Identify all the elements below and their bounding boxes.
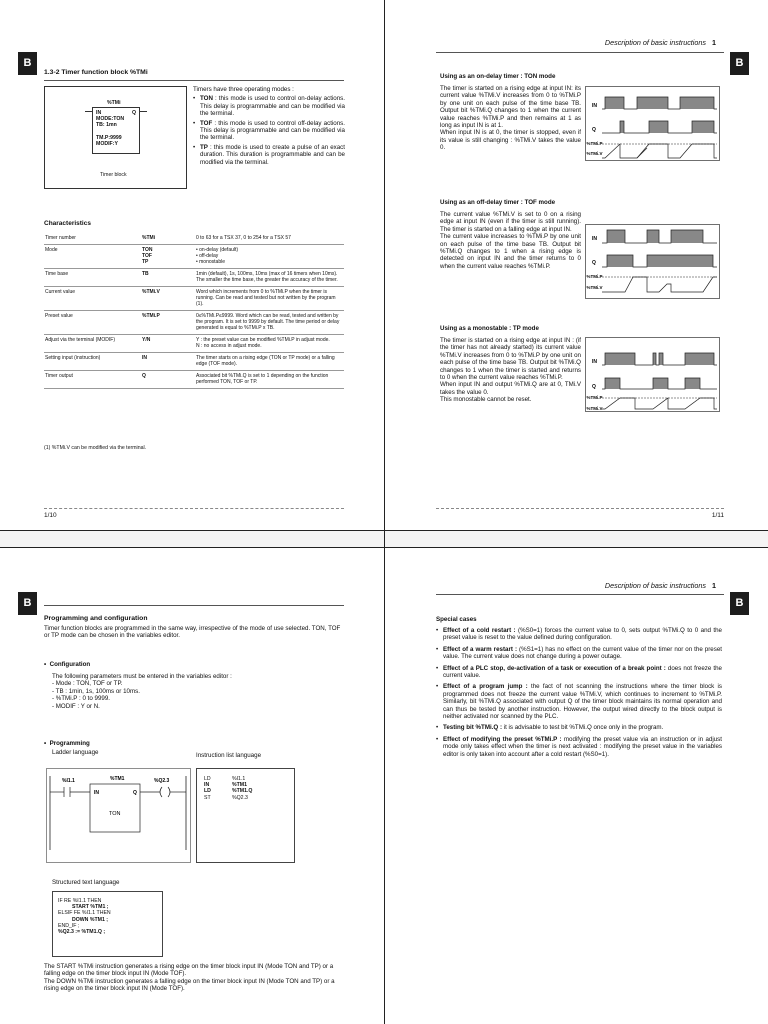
table-cell-label: Timer number	[44, 233, 141, 245]
table-cell-label: Adjust via the terminal (MODIF)	[44, 335, 141, 353]
chapter-tab: B	[18, 52, 37, 75]
table-cell-desc: 0≤%TMi.P≤9999. Word which can be read, tested and written by the program. It is set to 9999 by default. The time period or delay generated is equal to %TMi.P x TB.	[195, 311, 344, 335]
pin-in: IN	[96, 110, 102, 116]
table-cell-sym: Y/N	[141, 335, 195, 353]
special-case-item: • Effect of modifying the preset %TMi.P : modifying the preset value via an instruction or in adjust mode only takes effect when the timer is next activated : modifying the preset value in the variables editor is only taken into account after a cold restart (%S0=1).	[436, 736, 722, 758]
table-cell-sym: IN	[141, 353, 195, 371]
table-cell-desc: Y : the preset value can be modified %TMi.P in adjust mode. N : no access in adjust mode.	[195, 335, 344, 353]
horizontal-divider	[0, 530, 768, 531]
tof-text: The current value %TMi.V is set to 0 on a rising edge at input IN (even if the timer is still running). The timer is started on a falling edge at input IN. The current value increases to %TMi.P by one unit on each pulse of the time base TB. Output bit %TMi.Q changes to 1 when a rising edge is detected on input IN and the timer returns to 0 when the current value reaches %TMi.P.	[440, 211, 581, 270]
table-cell-label: Setting input (instruction)	[44, 353, 141, 371]
block-modif: MODIF:Y	[96, 141, 118, 147]
block-mode: MODE:TON	[96, 116, 125, 122]
table-cell-sym: %TMi	[141, 233, 195, 245]
section-title: 1.3-2 Timer function block %TMi	[44, 69, 148, 76]
signal-in-label: IN	[592, 236, 597, 242]
il-title: Instruction list language	[196, 752, 262, 759]
table-cell-sym: TB	[141, 269, 195, 287]
table-cell-label: Current value	[44, 287, 141, 311]
table-row	[44, 371, 344, 389]
page-number: 1/11	[711, 512, 724, 519]
tp-text: The timer is started on a rising edge at input IN : (if the timer has not already started) its current value %TMi.V increases from 0 to %TMi.P by one unit on each pulse of the time base TB. Output bit %TMi.Q changes to 1 when the timer is started and returns to 0 when the current value reaches %TMi.P. When input IN and output %TMi.Q are at 0, TMi.V takes the value 0. This monostable cannot be reset.	[440, 337, 581, 404]
table-cell-desc: 1min (default), 1s, 100ms, 10ms (max of 16 timers when 10ms). The smaller the time base, the greater the accuracy of the timer.	[195, 269, 344, 287]
modes-list	[193, 95, 345, 166]
table-cell-desc: The timer starts on a rising edge (TON or TP mode) or a falling edge (TOF mode).	[195, 353, 344, 371]
il-line: LD %TM1.Q	[204, 788, 253, 795]
special-case-item: • Effect of a PLC stop, de-activation of a task or execution of a break point : does not freeze the current value.	[436, 665, 722, 680]
outro-text: The START %TMi instruction generates a rising edge on the timer block input IN (Mode TON and TP) or a falling edge on the timer block input IN (Mode TOF). The DOWN %TMi instruction generates a falling edge on the timer block input IN (Mode TON and TP) or a rising edge on the timer block input IN (Mode TOF).	[44, 963, 335, 993]
special-cases-title: Special cases	[436, 616, 477, 623]
ton-title: Using as an on-delay timer : TON mode	[440, 73, 556, 80]
table-cell-sym: %TMi.V	[141, 287, 195, 311]
st-title: Structured text language	[52, 879, 120, 886]
characteristics-title: Characteristics	[44, 220, 91, 227]
chapter-tab: B	[730, 52, 749, 75]
tof-timing-diagram	[585, 224, 720, 299]
characteristics-table	[44, 233, 344, 389]
contact-label: %I1.1	[62, 778, 75, 784]
page-1-10	[0, 0, 384, 530]
signal-v-label: %TMi.V	[586, 151, 603, 156]
pin-q: Q	[131, 110, 136, 116]
il-line: LD %I1.1	[204, 776, 246, 782]
signal-in-label: IN	[592, 359, 597, 365]
il-line: IN %TM1	[204, 782, 247, 789]
table-cell-desc: Word which increments from 0 to %TMi.P when the timer is running. Can be read and tested but not written by the program (1).	[195, 287, 344, 311]
il-line: ST %Q2.3	[204, 794, 248, 801]
config-title: • Configuration	[44, 661, 91, 668]
tof-title: Using as an off-delay timer : TOF mode	[440, 199, 556, 206]
ladder-in: IN	[94, 790, 99, 796]
mode-item: • TP : this mode is used to create a pulse of an exact duration. This duration is programmable and can be modified via the terminal.	[193, 144, 345, 166]
table-row	[44, 287, 344, 311]
chapter-tab: B	[18, 592, 37, 615]
ladder-mode: TON	[109, 811, 121, 817]
signal-p-label: %TMi.P	[586, 395, 603, 400]
intro-text: Timer function blocks are programmed in the same way, irrespective of the mode of use selected. TON, TOF or TP mode can be chosen in the variables editor.	[44, 625, 341, 640]
ton-text: The timer is started on a rising edge at input IN: its current value %TMi.V increases from 0 to %TMi.P by one unit on each pulse of the time base TB. Output bit %TMi.Q changes to 1 when the current value reaches %TMi.P and then remains at 1 as long as input IN is at 1. When input IN is at 0, the timer is stopped, even if its value is still changing : %TMi.V takes the value 0.	[440, 85, 581, 152]
table-cell-desc: 0 to 63 for a TSX 37, 0 to 254 for a TSX 57	[195, 233, 344, 245]
modes-intro: Timers have three operating modes :	[193, 86, 294, 93]
header-rule	[436, 52, 724, 53]
ladder-diagram	[46, 768, 191, 863]
page-1-11	[384, 0, 768, 530]
table-row	[44, 311, 344, 335]
ladder-q: Q	[133, 790, 137, 796]
page-number: 1/10	[44, 512, 57, 519]
vertical-divider	[384, 0, 385, 1024]
mode-item: • TOF : this mode is used to control off-delay actions. This delay is programmable and can be modified via the terminal.	[193, 120, 345, 142]
top-rule	[44, 605, 344, 606]
special-cases-list	[436, 627, 722, 762]
table-row	[44, 245, 344, 269]
special-case-item: • Effect of a warm restart : (%S1=1) has no effect on the current value of the timer nor on the preset value. The current value does not change during a power outage.	[436, 646, 722, 661]
signal-p-label: %TMi.P	[586, 141, 603, 146]
signal-in-label: IN	[592, 103, 597, 109]
title-rule	[44, 80, 344, 81]
table-cell-sym: TON TOF TP	[141, 245, 195, 269]
table-row	[44, 335, 344, 353]
signal-q-label: Q	[592, 384, 596, 390]
ladder-title: Ladder language	[52, 749, 99, 756]
table-cell-label: Timer output	[44, 371, 141, 389]
signal-q-label: Q	[592, 260, 596, 266]
st-lines: IF RE %I1.1 THEN START %TM1 ; ELSIF FE %I1.1 THEN DOWN %TM1 ; END_IF ; %Q2.3 := %TM1.Q ;	[58, 898, 111, 936]
table-cell-label: Time base	[44, 269, 141, 287]
block-preset: TM.P:9999	[96, 135, 122, 141]
table-cell-desc: Associated bit %TMi.Q is set to 1 depending on the function performed TON, TOF or TP.	[195, 371, 344, 389]
table-row	[44, 353, 344, 371]
modes-text	[193, 86, 345, 168]
table-cell-label: Mode	[44, 245, 141, 269]
q-wire	[140, 111, 147, 112]
block-tb: TB: 1mn	[96, 122, 117, 128]
chapter-tab: B	[730, 592, 749, 615]
footer-rule	[44, 508, 344, 509]
timer-block-figure	[44, 86, 187, 189]
page-special-cases	[384, 547, 768, 1024]
table-row	[44, 269, 344, 287]
tp-timing-diagram	[585, 337, 720, 412]
table-cell-sym: Q	[141, 371, 195, 389]
figure-caption: Timer block	[100, 172, 127, 178]
ton-timing-diagram	[585, 86, 720, 161]
coil-label: %Q2.3	[154, 778, 170, 784]
running-header: Description of basic instructions 1	[604, 581, 716, 590]
horizontal-divider	[0, 547, 768, 548]
running-header: Description of basic instructions 1	[604, 38, 716, 47]
table-cell-label: Preset value	[44, 311, 141, 335]
section-title: Programming and configuration	[44, 615, 148, 622]
special-case-item: • Effect of a cold restart : (%S0=1) forces the current value to 0, sets output %TMi.Q to 0 and the preset value is reset to the value defined during configuration.	[436, 627, 722, 642]
block-box	[92, 107, 140, 154]
block-name: %TMi	[107, 100, 121, 106]
block-label: %TM1	[110, 776, 125, 782]
programming-title: • Programming	[44, 740, 90, 747]
signal-p-label: %TMi.P	[586, 274, 603, 279]
st-box	[52, 891, 163, 957]
tp-title: Using as a monostable : TP mode	[440, 325, 539, 332]
table-cell-sym: %TMi.P	[141, 311, 195, 335]
page-programming	[0, 547, 384, 1024]
coil-symbol	[160, 787, 170, 797]
signal-v-label: %TMi.V	[586, 406, 603, 411]
signal-v-label: %TMi.V	[586, 285, 603, 290]
signal-q-label: Q	[592, 127, 596, 133]
special-case-item: • Testing bit %TMi.Q : it is advisable to test bit %TMi.Q once only in the program.	[436, 724, 722, 731]
config-lines: The following parameters must be entered in the variables editor : - Mode : TON, TOF or TP. - TB : 1min, 1s, 100ms or 10ms. - %TMi.P : 0 to 9999. - MODIF : Y or N.	[52, 673, 232, 710]
in-wire	[85, 111, 92, 112]
header-rule	[436, 594, 724, 595]
special-case-item: • Effect of a program jump : the fact of not scanning the instructions where the timer block is programmed does not freeze the current value %TMi.V, which continues to increment to %TMi.P. Similarly, bit %TMi.Q associated with output Q of the timer block maintains its normal operation and can thus be tested by another instruction. However, the output wired directly to the block output is neither activated nor scanned by the PLC.	[436, 683, 722, 720]
footnote: (1) %TMi.V can be modified via the terminal.	[44, 445, 147, 451]
footer-rule	[436, 508, 724, 509]
table-cell-desc: • on-delay (default) • off-delay • monostable	[195, 245, 344, 269]
il-box	[196, 768, 295, 863]
il-lines	[204, 776, 252, 801]
mode-item: • TON : this mode is used to control on-delay actions. This delay is programmable and can be modified via the terminal.	[193, 95, 345, 117]
table-row	[44, 233, 344, 245]
